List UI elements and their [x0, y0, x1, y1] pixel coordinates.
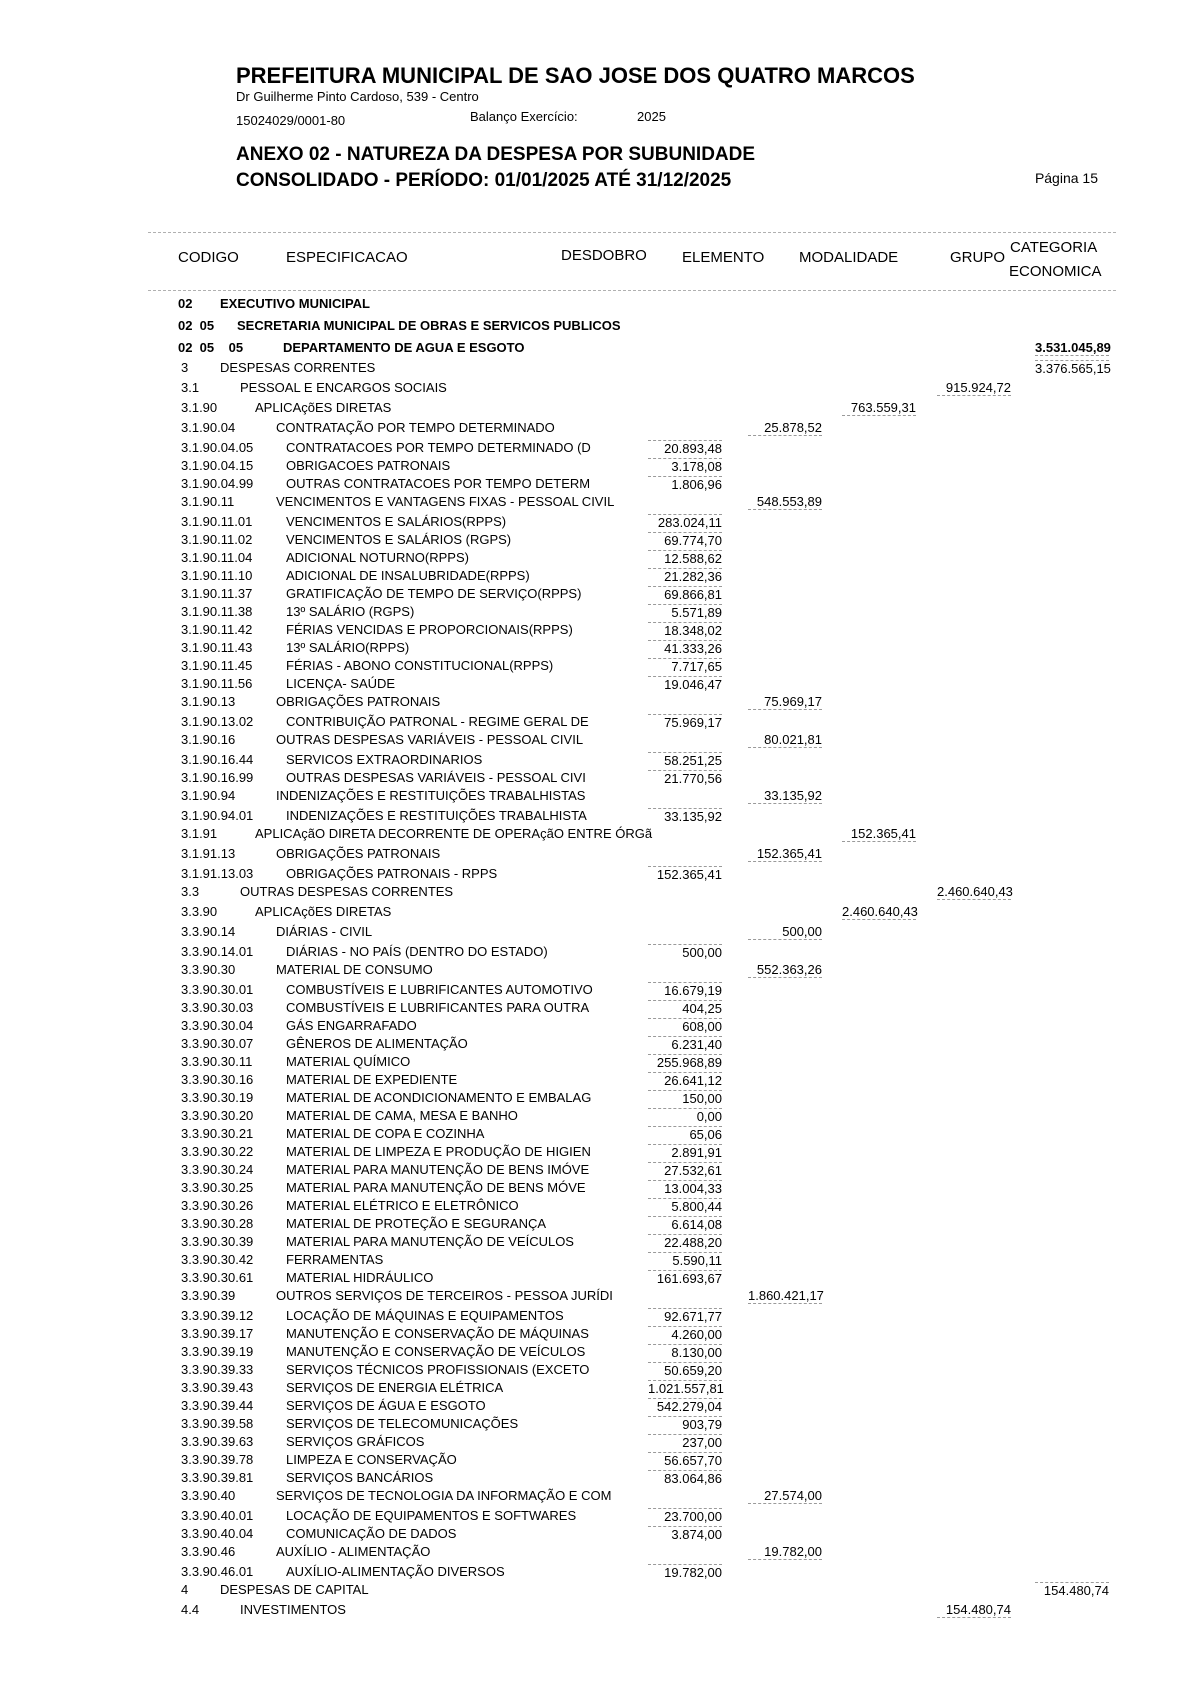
row-code: 3.3.90.46.01 — [181, 1564, 254, 1579]
row-code: 3.1.90.11.02 — [181, 532, 253, 547]
row-value: 404,25 — [648, 1000, 722, 1016]
row-code: 3.3.90.30.19 — [181, 1090, 254, 1105]
row-code: 3.3.90.39 — [181, 1288, 236, 1303]
row-value: 548.553,89 — [748, 494, 822, 510]
row-code: 3.1.90.16.99 — [181, 770, 254, 785]
row-specification: APLICAçãO DIRETA DECORRENTE DE OPERAçãO ENTRE ÓRGã — [255, 826, 653, 841]
row-value: 152.365,41 — [648, 866, 722, 882]
row-value: 161.693,67 — [648, 1270, 722, 1286]
col-modalidade: MODALIDADE — [799, 249, 899, 266]
row-code: 3.3.90.39.63 — [181, 1434, 254, 1449]
municipality-title: PREFEITURA MUNICIPAL DE SAO JOSE DOS QUATRO MARCOS — [236, 63, 915, 88]
row-code: 3.3.90.30.39 — [181, 1234, 254, 1249]
row-specification: LICENÇA- SAÚDE — [286, 676, 396, 691]
row-specification: DESPESAS DE CAPITAL — [220, 1582, 369, 1597]
row-value: 903,79 — [648, 1416, 722, 1432]
row-value: 3.178,08 — [648, 458, 722, 474]
col-codigo: CODIGO — [178, 249, 239, 266]
row-specification: OBRIGAÇÕES PATRONAIS — [276, 694, 441, 709]
row-code: 3.1.90.11.04 — [181, 550, 253, 565]
row-value: 26.641,12 — [648, 1072, 722, 1088]
row-code: 3.1.90.04 — [181, 420, 236, 435]
row-specification: SERVIÇOS DE ENERGIA ELÉTRICA — [286, 1380, 504, 1395]
row-value: 65,06 — [648, 1126, 722, 1142]
row-code: 3.3.90.30.21 — [181, 1126, 254, 1141]
row-value: 608,00 — [648, 1018, 722, 1034]
row-value: 33.135,92 — [648, 808, 722, 824]
row-code: 3.1.90.13.02 — [181, 714, 254, 729]
row-code: 3.1.90.11.43 — [181, 640, 253, 655]
row-value: 75.969,17 — [748, 694, 822, 710]
row-value: 23.700,00 — [648, 1508, 722, 1524]
row-code: 3.3 — [181, 884, 200, 899]
row-code: 3.3.90.40.04 — [181, 1526, 254, 1541]
row-code: 3.1.90.04.99 — [181, 476, 254, 491]
row-value: 83.064,86 — [648, 1470, 722, 1486]
row-code: 02 — [178, 296, 193, 311]
row-code: 02 05 — [178, 318, 215, 333]
row-code: 3.1.90.11.45 — [181, 658, 253, 673]
row-code: 3.3.90.30.24 — [181, 1162, 254, 1177]
row-code: 3.1.90.04.15 — [181, 458, 254, 473]
row-specification: OUTROS SERVIÇOS DE TERCEIROS - PESSOA JURÍDI — [276, 1288, 613, 1303]
row-code: 4.4 — [181, 1602, 200, 1617]
row-specification: 13º SALÁRIO(RPPS) — [286, 640, 410, 655]
row-code: 3.3.90.39.44 — [181, 1398, 254, 1413]
row-specification: MATERIAL DE CONSUMO — [276, 962, 433, 977]
row-value: 1.021.557,81 — [648, 1381, 724, 1396]
row-specification: OUTRAS DESPESAS VARIÁVEIS - PESSOAL CIVIL — [276, 732, 584, 747]
cnpj: 15024029/0001-80 — [236, 113, 346, 128]
page-number: Página 15 — [1034, 170, 1098, 186]
row-value: 6.614,08 — [648, 1216, 722, 1232]
row-specification: GÊNEROS DE ALIMENTAÇÃO — [286, 1036, 468, 1051]
row-specification: SERVIÇOS TÉCNICOS PROFISSIONAIS (EXCETO — [286, 1362, 590, 1377]
row-specification: VENCIMENTOS E SALÁRIOS (RGPS) — [286, 532, 512, 547]
row-value: 18.348,02 — [648, 622, 722, 638]
row-value: 3.874,00 — [648, 1526, 722, 1542]
row-value: 2.460.640,43 — [842, 904, 918, 919]
row-specification: MATERIAL DE ACONDICIONAMENTO E EMBALAG — [286, 1090, 592, 1105]
row-value: 8.130,00 — [648, 1344, 722, 1360]
row-code: 3.3.90.30.11 — [181, 1054, 253, 1069]
row-value: 7.717,65 — [648, 658, 722, 674]
row-specification: MATERIAL DE PROTEÇÃO E SEGURANÇA — [286, 1216, 547, 1231]
row-value: 150,00 — [648, 1090, 722, 1106]
row-value: 20.893,48 — [648, 440, 722, 456]
col-elemento: ELEMENTO — [682, 249, 765, 266]
row-value: 0,00 — [648, 1108, 722, 1124]
row-code: 3.1.90.94.01 — [181, 808, 254, 823]
row-code: 3.1.91.13.03 — [181, 866, 254, 881]
row-value: 915.924,72 — [937, 380, 1011, 396]
row-specification: OUTRAS DESPESAS VARIÁVEIS - PESSOAL CIVI — [286, 770, 586, 785]
row-value: 2.460.640,43 — [937, 884, 1013, 899]
row-specification: AUXÍLIO-ALIMENTAÇÃO DIVERSOS — [286, 1564, 505, 1579]
balance-year: 2025 — [637, 109, 666, 124]
row-code: 3.1.91 — [181, 826, 218, 841]
row-specification: DEPARTAMENTO DE AGUA E ESGOTO — [283, 340, 525, 355]
row-value: 542.279,04 — [648, 1398, 722, 1414]
row-specification: ADICIONAL DE INSALUBRIDADE(RPPS) — [286, 568, 530, 583]
row-value: 5.590,11 — [648, 1252, 722, 1268]
row-code: 3.3.90.30 — [181, 962, 236, 977]
row-code: 3.1.90.11.56 — [181, 676, 253, 691]
row-specification: GRATIFICAÇÃO DE TEMPO DE SERVIÇO(RPPS) — [286, 586, 582, 601]
row-value: 500,00 — [748, 924, 822, 940]
row-specification: MANUTENÇÃO E CONSERVAÇÃO DE MÁQUINAS — [286, 1326, 589, 1341]
row-value: 21.282,36 — [648, 568, 722, 584]
row-specification: PESSOAL E ENCARGOS SOCIAIS — [240, 380, 447, 395]
row-value: 19.782,00 — [748, 1544, 822, 1560]
row-value: 500,00 — [648, 944, 722, 960]
row-code: 3.1.90.11.42 — [181, 622, 253, 637]
row-value: 22.488,20 — [648, 1234, 722, 1250]
row-value: 3.376.565,15 — [1035, 361, 1111, 376]
row-value: 75.969,17 — [648, 714, 722, 730]
row-value: 2.891,91 — [648, 1144, 722, 1160]
row-specification: FÉRIAS VENCIDAS E PROPORCIONAIS(RPPS) — [286, 622, 573, 637]
row-code: 3.3.90.39.58 — [181, 1416, 254, 1431]
row-specification: DIÁRIAS - NO PAÍS (DENTRO DO ESTADO) — [286, 944, 548, 959]
row-value: 5.571,89 — [648, 604, 722, 620]
row-specification: LOCAÇÃO DE MÁQUINAS E EQUIPAMENTOS — [286, 1308, 564, 1323]
row-specification: MATERIAL DE EXPEDIENTE — [286, 1072, 458, 1087]
row-specification: OBRIGAÇÕES PATRONAIS — [276, 846, 441, 861]
row-value: 33.135,92 — [748, 788, 822, 804]
row-specification: OBRIGACOES PATRONAIS — [286, 458, 451, 473]
col-economica: ECONOMICA — [1009, 263, 1102, 280]
row-specification: COMUNICAÇÃO DE DADOS — [286, 1526, 457, 1541]
row-specification: ADICIONAL NOTURNO(RPPS) — [286, 550, 469, 565]
row-value: 13.004,33 — [648, 1180, 722, 1196]
row-code: 02 05 05 — [178, 340, 244, 355]
row-code: 3.3.90.39.33 — [181, 1362, 254, 1377]
row-specification: SERVIÇOS DE ÁGUA E ESGOTO — [286, 1398, 486, 1413]
row-code: 3.3.90.39.17 — [181, 1326, 254, 1341]
row-specification: COMBUSTÍVEIS E LUBRIFICANTES PARA OUTRA — [286, 1000, 590, 1015]
row-value: 21.770,56 — [648, 770, 722, 786]
row-code: 3.1.90.16.44 — [181, 752, 254, 767]
row-specification: SERVICOS EXTRAORDINARIOS — [286, 752, 483, 767]
row-specification: LIMPEZA E CONSERVAÇÃO — [286, 1452, 457, 1467]
row-code: 3.3.90.14.01 — [181, 944, 254, 959]
row-value: 552.363,26 — [748, 962, 822, 978]
row-specification: FÉRIAS - ABONO CONSTITUCIONAL(RPPS) — [286, 658, 554, 673]
row-code: 3.3.90.14 — [181, 924, 236, 939]
row-specification: SERVIÇOS BANCÁRIOS — [286, 1470, 434, 1485]
row-specification: COMBUSTÍVEIS E LUBRIFICANTES AUTOMOTIVO — [286, 982, 593, 997]
row-specification: CONTRIBUIÇÃO PATRONAL - REGIME GERAL DE — [286, 714, 589, 729]
row-code: 3.3.90.30.28 — [181, 1216, 254, 1231]
address: Dr Guilherme Pinto Cardoso, 539 - Centro — [236, 89, 479, 104]
row-specification: MATERIAL PARA MANUTENÇÃO DE BENS IMÓVE — [286, 1162, 590, 1177]
row-value: 27.532,61 — [648, 1162, 722, 1178]
row-code: 3.3.90 — [181, 904, 218, 919]
row-specification: SERVIÇOS DE TECNOLOGIA DA INFORMAÇÃO E COM — [276, 1488, 612, 1503]
row-specification: DESPESAS CORRENTES — [220, 360, 376, 375]
row-value: 56.657,70 — [648, 1452, 722, 1468]
row-code: 3.3.90.30.04 — [181, 1018, 254, 1033]
row-specification: AUXÍLIO - ALIMENTAÇÃO — [276, 1544, 431, 1559]
row-code: 3.3.90.46 — [181, 1544, 236, 1559]
row-specification: MATERIAL PARA MANUTENÇÃO DE VEÍCULOS — [286, 1234, 574, 1249]
row-value: 1.860.421,17 — [748, 1288, 824, 1303]
row-value: 5.800,44 — [648, 1198, 722, 1214]
row-specification: SECRETARIA MUNICIPAL DE OBRAS E SERVICOS PUBLICOS — [237, 318, 621, 333]
annex-title: ANEXO 02 - NATUREZA DA DESPESA POR SUBUNIDADE — [236, 144, 756, 165]
row-code: 3.3.90.30.16 — [181, 1072, 254, 1087]
row-value: 92.671,77 — [648, 1308, 722, 1324]
row-specification: MATERIAL QUÍMICO — [286, 1054, 411, 1069]
row-value: 80.021,81 — [748, 732, 822, 748]
row-value: 237,00 — [648, 1434, 722, 1450]
period-title: CONSOLIDADO - PERÍODO: 01/01/2025 ATÉ 31/12/2025 — [236, 170, 732, 191]
row-specification: OUTRAS CONTRATACOES POR TEMPO DETERM — [286, 476, 591, 491]
row-specification: CONTRATAÇÃO POR TEMPO DETERMINADO — [276, 420, 555, 435]
row-code: 3.3.90.30.20 — [181, 1108, 254, 1123]
row-value: 41.333,26 — [648, 640, 722, 656]
row-specification: MATERIAL DE COPA E COZINHA — [286, 1126, 485, 1141]
row-code: 3.3.90.39.78 — [181, 1452, 254, 1467]
col-desdobro: DESDOBRO — [561, 247, 647, 264]
row-value: 69.866,81 — [648, 586, 722, 602]
row-specification: GÁS ENGARRAFADO — [286, 1018, 417, 1033]
row-specification: MANUTENÇÃO E CONSERVAÇÃO DE VEÍCULOS — [286, 1344, 586, 1359]
row-specification: MATERIAL DE LIMPEZA E PRODUÇÃO DE HIGIEN — [286, 1144, 591, 1159]
row-specification: INDENIZAÇÕES E RESTITUIÇÕES TRABALHISTAS — [276, 788, 586, 803]
row-value: 3.531.045,89 — [1035, 340, 1111, 355]
row-specification: FERRAMENTAS — [286, 1252, 384, 1267]
row-value: 19.782,00 — [648, 1564, 722, 1580]
row-code: 3.3.90.30.25 — [181, 1180, 254, 1195]
row-code: 3.3.90.30.07 — [181, 1036, 254, 1051]
row-specification: INDENIZAÇÕES E RESTITUIÇÕES TRABALHISTA — [286, 808, 587, 823]
row-specification: VENCIMENTOS E VANTAGENS FIXAS - PESSOAL CIVIL — [276, 494, 615, 509]
row-code: 3.3.90.30.26 — [181, 1198, 254, 1213]
row-specification: MATERIAL DE CAMA, MESA E BANHO — [286, 1108, 518, 1123]
col-categoria: CATEGORIA — [1010, 239, 1098, 256]
row-value: 6.231,40 — [648, 1036, 722, 1052]
row-code: 3.3.90.39.12 — [181, 1308, 254, 1323]
row-code: 3.3.90.39.81 — [181, 1470, 254, 1485]
row-value: 255.968,89 — [648, 1054, 722, 1070]
row-code: 3.1.90.11 — [181, 494, 235, 509]
row-code: 3.3.90.30.61 — [181, 1270, 254, 1285]
row-value: 19.046,47 — [648, 676, 722, 692]
row-specification: APLICAçõES DIRETAS — [255, 400, 392, 415]
row-code: 3.1.90.11.10 — [181, 568, 253, 583]
row-specification: OBRIGAÇÕES PATRONAIS - RPPS — [286, 866, 498, 881]
row-code: 3.1.91.13 — [181, 846, 236, 861]
row-value: 283.024,11 — [648, 514, 722, 530]
row-specification: LOCAÇÃO DE EQUIPAMENTOS E SOFTWARES — [286, 1508, 577, 1523]
row-value: 12.588,62 — [648, 550, 722, 566]
row-code: 3.1.90.94 — [181, 788, 236, 803]
row-value: 16.679,19 — [648, 982, 722, 998]
row-code: 3.3.90.30.22 — [181, 1144, 254, 1159]
row-value: 58.251,25 — [648, 752, 722, 768]
row-specification: APLICAçõES DIRETAS — [255, 904, 392, 919]
row-specification: INVESTIMENTOS — [240, 1602, 346, 1617]
row-code: 3.1.90.16 — [181, 732, 236, 747]
row-specification: DIÁRIAS - CIVIL — [276, 924, 373, 939]
row-value: 50.659,20 — [648, 1362, 722, 1378]
row-specification: EXECUTIVO MUNICIPAL — [220, 296, 370, 311]
row-code: 3.1.90.04.05 — [181, 440, 254, 455]
row-code: 3.3.90.30.03 — [181, 1000, 254, 1015]
row-value: 4.260,00 — [648, 1326, 722, 1342]
row-code: 3.3.90.30.42 — [181, 1252, 254, 1267]
row-code: 3.3.90.39.43 — [181, 1380, 254, 1395]
row-value: 152.365,41 — [748, 846, 822, 862]
row-code: 3 — [181, 360, 189, 375]
row-code: 3.1.90 — [181, 400, 218, 415]
row-specification: SERVIÇOS GRÁFICOS — [286, 1434, 425, 1449]
row-code: 3.1 — [181, 380, 200, 395]
row-code: 3.3.90.30.01 — [181, 982, 254, 997]
row-specification: VENCIMENTOS E SALÁRIOS(RPPS) — [286, 514, 507, 529]
row-specification: SERVIÇOS DE TELECOMUNICAÇÕES — [286, 1416, 519, 1431]
row-specification: MATERIAL ELÉTRICO E ELETRÔNICO — [286, 1198, 519, 1213]
row-code: 3.3.90.39.19 — [181, 1344, 254, 1359]
row-value: 27.574,00 — [748, 1488, 822, 1504]
row-value: 763.559,31 — [842, 400, 916, 416]
col-grupo: GRUPO — [950, 249, 1006, 266]
row-code: 3.1.90.13 — [181, 694, 236, 709]
row-specification: MATERIAL HIDRÁULICO — [286, 1270, 434, 1285]
row-code: 3.3.90.40.01 — [181, 1508, 254, 1523]
row-value: 25.878,52 — [748, 420, 822, 436]
col-especificacao: ESPECIFICACAO — [286, 249, 408, 266]
balance-label: Balanço Exercício: — [470, 109, 578, 124]
row-specification: MATERIAL PARA MANUTENÇÃO DE BENS MÓVE — [286, 1180, 586, 1195]
row-code: 3.3.90.40 — [181, 1488, 236, 1503]
row-value: 154.480,74 — [937, 1602, 1011, 1618]
row-specification: CONTRATACOES POR TEMPO DETERMINADO (D — [286, 440, 591, 455]
row-value: 1.806,96 — [648, 476, 722, 492]
row-code: 3.1.90.11.01 — [181, 514, 253, 529]
row-code: 3.1.90.11.38 — [181, 604, 253, 619]
row-value: 152.365,41 — [842, 826, 916, 842]
row-specification: 13º SALÁRIO (RGPS) — [286, 604, 415, 619]
row-value: 69.774,70 — [648, 532, 722, 548]
row-value: 154.480,74 — [1035, 1582, 1109, 1598]
row-code: 4 — [181, 1582, 189, 1597]
row-specification: OUTRAS DESPESAS CORRENTES — [240, 884, 454, 899]
row-code: 3.1.90.11.37 — [181, 586, 253, 601]
